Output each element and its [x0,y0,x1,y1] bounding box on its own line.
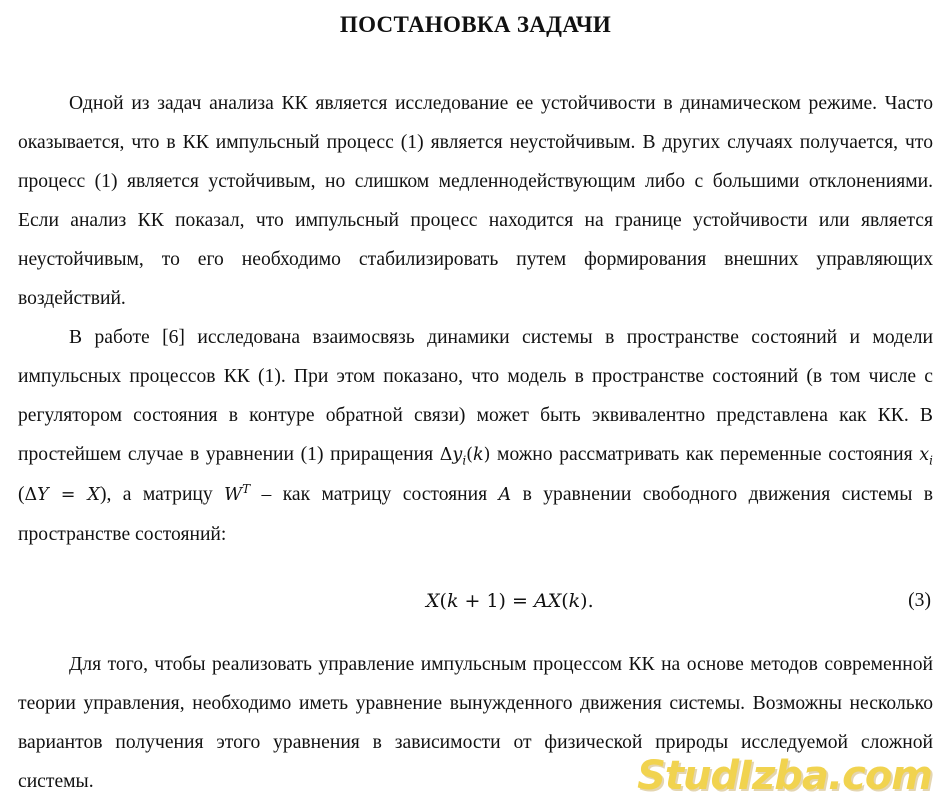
math-a: A [498,485,512,505]
math-w-transpose: $W^T$ [224,482,251,505]
paragraph-2-text-5: – как матрицу состояния [250,484,499,505]
paragraph-3: Для того, чтобы реализовать управление импульсным процессом КК на основе методов современной теории управления, необходимо иметь уравнение вынужденного движения системы. Возможны несколько вариантов получения этого уравнения в зависимости от физической природы исследуемой сложной системы. [18,654,933,792]
paragraph-2-text-3: ( [18,484,25,505]
paragraph-2 [18,318,933,554]
math-x-i: $x_i$ [919,445,933,468]
studizba-watermark-logo: StudIzba.com [637,753,932,799]
section-title: ПОСТАНОВКА ЗАДАЧИ [339,12,612,37]
math-delta-y-eq-x: ΔY = X [24,485,100,505]
equation-3: X(k + 1) = AX(k). [426,590,594,612]
paragraph-2-text-6: в уравнении свободного движения системы в пространстве состояний: [18,484,933,545]
document-page [18,0,933,800]
paragraph-1: Одной из задач анализа КК является исследование ее устойчивости в динамическом режиме. Часто оказывается, что в КК импульсный процесс (1) является неустойчивым. В других случаях получается, что процесс (1) является устойчивым, но слишком медленнодействующим либо с большими отклонениями. Если анализ КК показал, что импульсный процесс находится на границе устойчивости или является неустойчивым, то его необходимо стабилизировать путем формирования внешних управляющих воздействий. [18,93,933,309]
equation-number: (3) [908,590,931,611]
paragraph-2-text-2: можно рассматривать как переменные состояния [490,444,920,465]
math-delta-y: $\Delta y_i(k)$ [439,445,491,468]
paragraph-2-text-1: В работе [6] исследована взаимосвязь динамики системы в пространстве состояний и модели импульсных процессов КК (1). При этом показано, что модель в пространстве состояний (в том числе с регулятором состояния в контуре обратной связи) может быть эквивалентно представлена как КК. В простейшем случае в уравнении (1) приращения [18,327,933,465]
paragraph-2-text-4: ), а матрицу [99,484,225,505]
